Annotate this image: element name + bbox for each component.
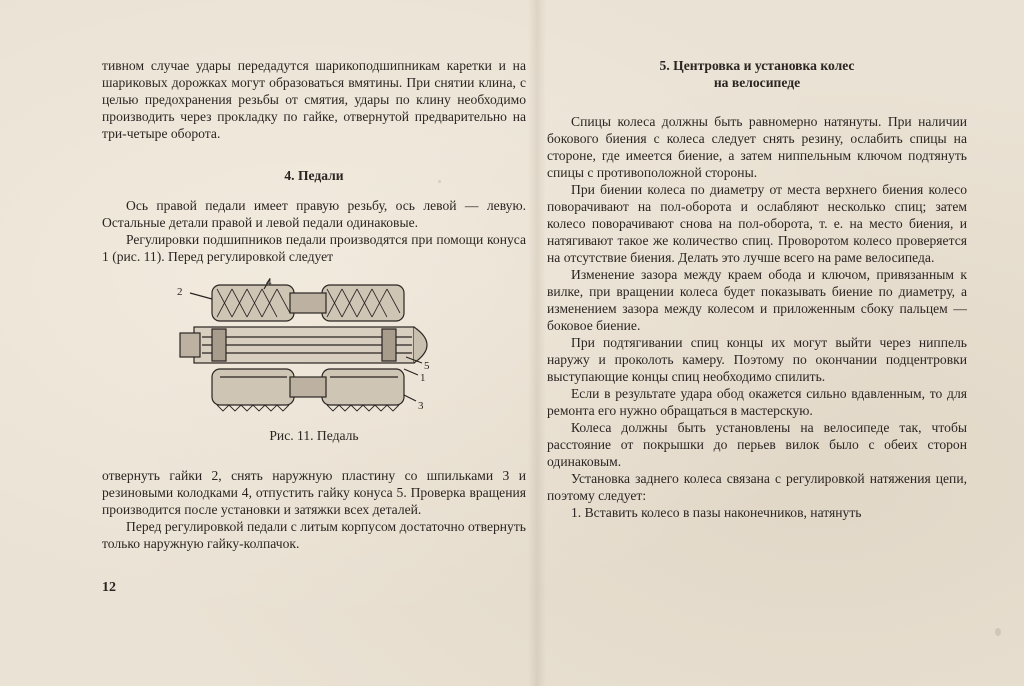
left-page-column — [102, 57, 526, 552]
figure-label: 4 — [266, 277, 272, 288]
section-heading: 5. Центровка и установка колес — [659, 58, 855, 73]
paragraph: тивном случае удары передадутся шарикоподшипникам каретки и на шариковых дорожках могут образоваться вмятины. При снятии клина, с целью предохранения резьбы от смятия, удары по клину необходимо производить через прокладку по гайке, отвернутой предварительно на три-четыре оборота. — [102, 58, 526, 141]
paragraph: Изменение зазора между краем обода и ключом, привязанным к вилке, при вращении колеса будет показывать биение по диаметру, а изменением зазора между колесом и приложенным сбоку пальцем — боковое биение. — [547, 267, 967, 333]
paragraph: 1. Вставить колесо в пазы наконечников, натянуть — [571, 505, 862, 520]
paragraph: При подтягивании спиц концы их могут выйти через ниппель наружу и проколоть камеру. Поэтому по окончании подцентровки выступающие концы спиц необходимо спилить. — [547, 335, 967, 384]
paragraph: Перед регулировкой педали с литым корпусом достаточно отвернуть только наружную гайку-колпачок. — [102, 519, 526, 551]
paragraph: Установка заднего колеса связана с регулировкой натяжения цепи, поэтому следует: — [547, 471, 967, 503]
paragraph: При биении колеса по диаметру от места верхнего биения колесо поворачивают на пол-оборота и ослабляют несколько спиц; затем колесо поворачивают снова на пол-оборота, т. е. на место биения, и натягивают такое же количество спиц. Проворотом колесо проверяется на отсутствие биения. Делать это лучше всего на раме велосипеда. — [547, 182, 967, 265]
section-heading-line2: на велосипеде — [713, 75, 801, 90]
figure-label: 1 — [420, 372, 426, 384]
section-heading: 4. Педали — [284, 168, 344, 183]
paragraph: Колеса должны быть установлены на велосипеде так, чтобы расстояние от покрышки до перьев вилок было с обеих сторон одинаковым. — [547, 420, 967, 469]
figure-label: 5 — [424, 360, 430, 372]
page-fold — [528, 0, 546, 686]
page-number: 12 — [102, 580, 116, 595]
paper-stain — [995, 628, 1001, 636]
pedal-illustration — [172, 277, 462, 427]
figure-label: 3 — [418, 400, 424, 412]
right-page-column — [547, 57, 967, 521]
paragraph: Спицы колеса должны быть равномерно натянуты. При наличии бокового биения с колеса следует снять резину, ослабить спицы на стороне, где имеется биение, а затем ниппельным ключом подтянуть спицы с противоположной стороны. — [547, 114, 967, 180]
paragraph: отвернуть гайки 2, снять наружную пластину со шпильками 3 и резиновыми колодками 4, отпустить гайку конуса 5. Проверка вращения производится после установки и затяжки всех деталей. — [102, 468, 526, 517]
figure-pedal — [102, 277, 526, 467]
figure-label: 2 — [177, 286, 183, 298]
paragraph: Если в результате удара обод окажется сильно вдавленным, то для ремонта его нужно обращаться в мастерскую. — [547, 386, 967, 418]
figure-caption: Рис. 11. Педаль — [269, 428, 359, 443]
paragraph: Ось правой педали имеет правую резьбу, ось левой — левую. Остальные детали правой и левой педали одинаковые. — [102, 198, 526, 230]
paragraph: Регулировки подшипников педали производятся при помощи конуса 1 (рис. 11). Перед регулировкой следует — [102, 232, 526, 264]
